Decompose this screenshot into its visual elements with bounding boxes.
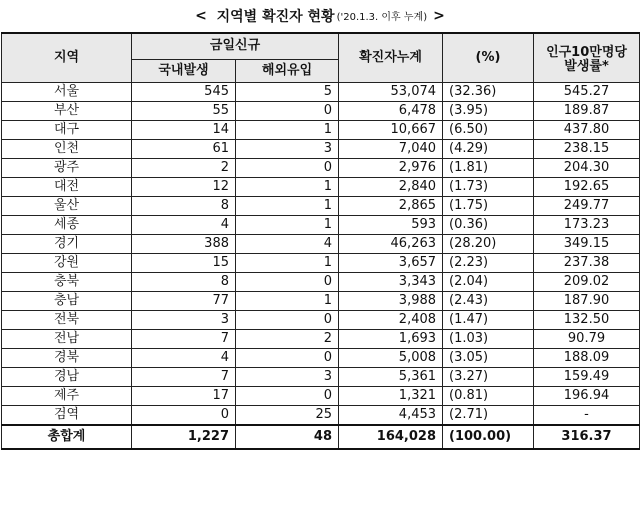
table-row: [2, 386, 640, 405]
total-overseas: 48: [236, 425, 339, 449]
cell-region: 경북: [2, 348, 132, 367]
cell-rate: 437.80: [534, 120, 640, 139]
title-sub: [337, 8, 445, 24]
cell-region: 서울: [2, 82, 132, 101]
cell-percent: (2.43): [443, 291, 534, 310]
cell-cumulative: 593: [339, 215, 443, 234]
cell-region: 전북: [2, 310, 132, 329]
cell-region: 광주: [2, 158, 132, 177]
header-region: 지역: [2, 33, 132, 82]
cell-rate: 238.15: [534, 139, 640, 158]
cell-overseas: 3: [236, 139, 339, 158]
header-cumulative: 확진자누계: [339, 33, 443, 82]
cell-overseas: 1: [236, 177, 339, 196]
cell-cumulative: 2,840: [339, 177, 443, 196]
table-row: [2, 310, 640, 329]
cell-region: 대구: [2, 120, 132, 139]
total-cumulative: 164,028: [339, 425, 443, 449]
header-new-today: 금일신규: [132, 33, 339, 59]
cell-cumulative: 1,321: [339, 386, 443, 405]
cell-rate: 132.50: [534, 310, 640, 329]
cell-percent: (1.03): [443, 329, 534, 348]
cell-domestic: 2: [132, 158, 236, 177]
cell-region: 제주: [2, 386, 132, 405]
cell-rate: 196.94: [534, 386, 640, 405]
cell-rate: 192.65: [534, 177, 640, 196]
cell-domestic: 77: [132, 291, 236, 310]
title-main: 지역별 확진자 현황: [216, 9, 335, 25]
cell-domestic: 7: [132, 367, 236, 386]
cell-domestic: 4: [132, 348, 236, 367]
cell-cumulative: 4,453: [339, 405, 443, 425]
header-rate-line1: 인구10만명당: [546, 44, 627, 60]
cell-region: 전남: [2, 329, 132, 348]
table-row: [2, 196, 640, 215]
cell-overseas: 1: [236, 215, 339, 234]
table-row: [2, 348, 640, 367]
cell-domestic: 388: [132, 234, 236, 253]
table-row: [2, 215, 640, 234]
cell-overseas: 5: [236, 82, 339, 101]
cell-domestic: 545: [132, 82, 236, 101]
table-row: [2, 177, 640, 196]
title-open-bracket: <: [195, 8, 207, 24]
table-row: [2, 272, 640, 291]
cell-cumulative: 1,693: [339, 329, 443, 348]
header-percent: (%): [443, 33, 534, 82]
total-percent: (100.00): [443, 425, 534, 449]
cell-overseas: 1: [236, 291, 339, 310]
cell-cumulative: 3,988: [339, 291, 443, 310]
table-row: [2, 120, 640, 139]
total-row: [2, 425, 640, 449]
header-overseas: 해외유입: [236, 59, 339, 82]
cell-rate: 188.09: [534, 348, 640, 367]
cell-region: 대전: [2, 177, 132, 196]
cell-domestic: 4: [132, 215, 236, 234]
table-row: [2, 253, 640, 272]
table-row: [2, 291, 640, 310]
cell-percent: (28.20): [443, 234, 534, 253]
table-row: [2, 234, 640, 253]
cell-rate: 187.90: [534, 291, 640, 310]
cell-cumulative: 2,408: [339, 310, 443, 329]
table-row: [2, 158, 640, 177]
cell-region: 경남: [2, 367, 132, 386]
regional-cases-table: [1, 32, 640, 450]
total-region: 총합계: [2, 425, 132, 449]
cell-overseas: 1: [236, 196, 339, 215]
table-row: [2, 405, 640, 425]
cell-percent: (6.50): [443, 120, 534, 139]
cell-percent: (3.95): [443, 101, 534, 120]
cell-rate: 545.27: [534, 82, 640, 101]
cell-percent: (1.81): [443, 158, 534, 177]
cell-domestic: 14: [132, 120, 236, 139]
cell-rate: 237.38: [534, 253, 640, 272]
header-domestic: 국내발생: [132, 59, 236, 82]
cell-rate: 173.23: [534, 215, 640, 234]
cell-overseas: 2: [236, 329, 339, 348]
cell-percent: (2.71): [443, 405, 534, 425]
cell-overseas: 0: [236, 310, 339, 329]
cell-domestic: 0: [132, 405, 236, 425]
cell-percent: (4.29): [443, 139, 534, 158]
cell-overseas: 0: [236, 272, 339, 291]
cell-domestic: 15: [132, 253, 236, 272]
cell-cumulative: 6,478: [339, 101, 443, 120]
table-row: [2, 367, 640, 386]
cell-cumulative: 2,865: [339, 196, 443, 215]
table-title: [0, 0, 640, 32]
cell-cumulative: 3,343: [339, 272, 443, 291]
cell-cumulative: 10,667: [339, 120, 443, 139]
cell-domestic: 7: [132, 329, 236, 348]
cell-rate: 349.15: [534, 234, 640, 253]
title-close-bracket: >: [433, 8, 445, 24]
cell-domestic: 17: [132, 386, 236, 405]
cell-rate: 90.79: [534, 329, 640, 348]
cell-percent: (3.05): [443, 348, 534, 367]
title-sub-text: ('20.1.3. 이후 누계): [336, 12, 428, 23]
cell-cumulative: 5,361: [339, 367, 443, 386]
cell-percent: (0.36): [443, 215, 534, 234]
cell-rate: 189.87: [534, 101, 640, 120]
cell-overseas: 0: [236, 101, 339, 120]
cell-percent: (3.27): [443, 367, 534, 386]
cell-domestic: 55: [132, 101, 236, 120]
cell-percent: (1.73): [443, 177, 534, 196]
cell-region: 충남: [2, 291, 132, 310]
cell-cumulative: 5,008: [339, 348, 443, 367]
cell-rate: -: [534, 405, 640, 425]
cell-rate: 209.02: [534, 272, 640, 291]
cell-domestic: 8: [132, 272, 236, 291]
cell-region: 충북: [2, 272, 132, 291]
cell-region: 검역: [2, 405, 132, 425]
header-rate-line2: 발생률*: [564, 58, 609, 74]
cell-percent: (1.47): [443, 310, 534, 329]
cell-percent: (1.75): [443, 196, 534, 215]
cell-overseas: 3: [236, 367, 339, 386]
cell-region: 경기: [2, 234, 132, 253]
cell-cumulative: 3,657: [339, 253, 443, 272]
cell-rate: 249.77: [534, 196, 640, 215]
total-domestic: 1,227: [132, 425, 236, 449]
cell-overseas: 0: [236, 348, 339, 367]
cell-overseas: 0: [236, 158, 339, 177]
cell-domestic: 8: [132, 196, 236, 215]
cell-overseas: 1: [236, 120, 339, 139]
header-row: [2, 33, 640, 59]
table-row: [2, 101, 640, 120]
table-row: [2, 329, 640, 348]
cell-percent: (2.23): [443, 253, 534, 272]
cell-overseas: 1: [236, 253, 339, 272]
cell-domestic: 3: [132, 310, 236, 329]
cell-region: 인천: [2, 139, 132, 158]
cell-rate: 204.30: [534, 158, 640, 177]
cell-region: 울산: [2, 196, 132, 215]
total-rate: 316.37: [534, 425, 640, 449]
cell-cumulative: 53,074: [339, 82, 443, 101]
cell-percent: (2.04): [443, 272, 534, 291]
cell-cumulative: 7,040: [339, 139, 443, 158]
cell-domestic: 61: [132, 139, 236, 158]
cell-percent: (0.81): [443, 386, 534, 405]
cell-rate: 159.49: [534, 367, 640, 386]
cell-cumulative: 46,263: [339, 234, 443, 253]
table-row: [2, 139, 640, 158]
table-row: [2, 82, 640, 101]
cell-cumulative: 2,976: [339, 158, 443, 177]
cell-overseas: 4: [236, 234, 339, 253]
cell-region: 강원: [2, 253, 132, 272]
cell-overseas: 0: [236, 386, 339, 405]
cell-region: 세종: [2, 215, 132, 234]
cell-region: 부산: [2, 101, 132, 120]
cell-percent: (32.36): [443, 82, 534, 101]
header-rate: [534, 33, 640, 82]
cell-overseas: 25: [236, 405, 339, 425]
cell-domestic: 12: [132, 177, 236, 196]
